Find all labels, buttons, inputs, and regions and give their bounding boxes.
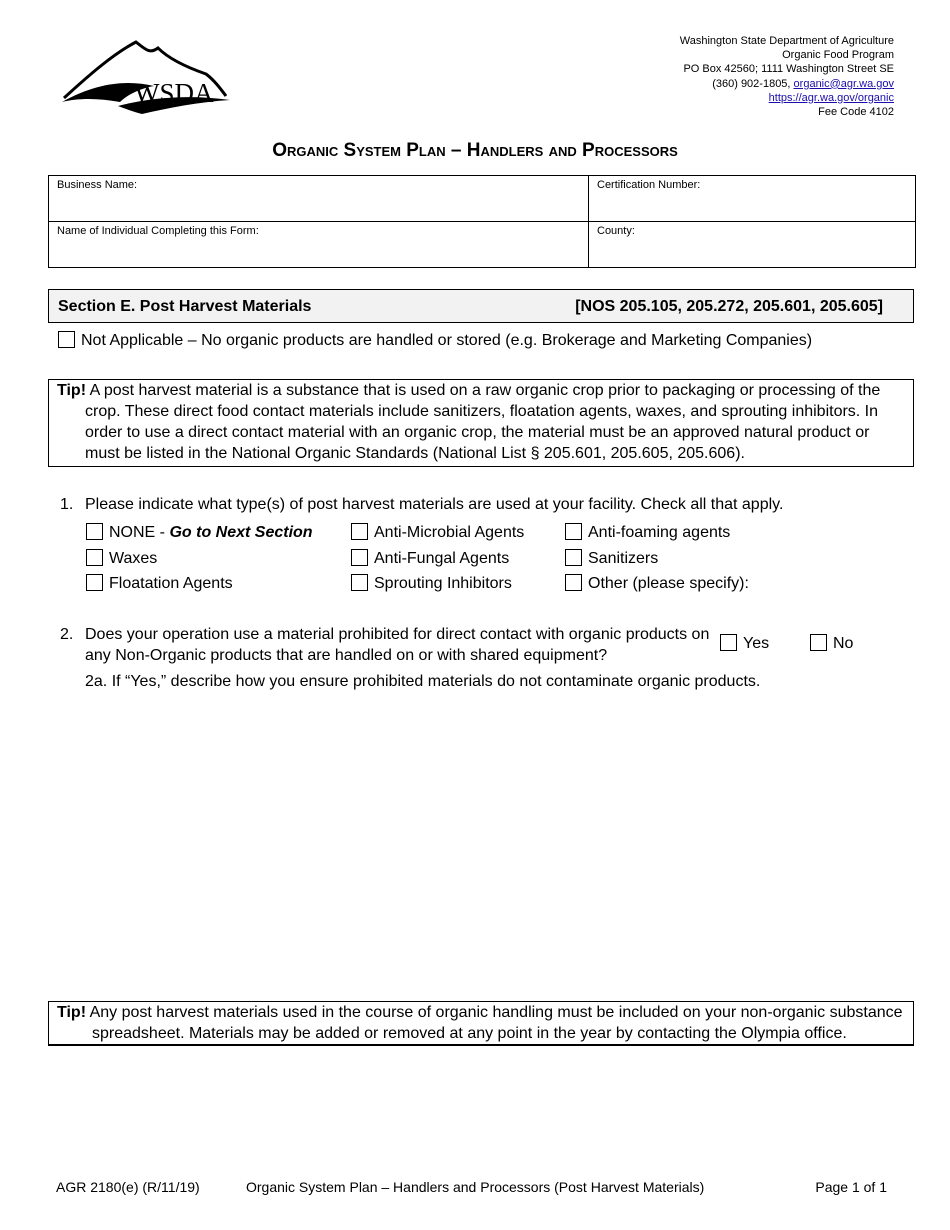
antifungal-label: Anti-Fungal Agents [374, 550, 510, 567]
section-reference: [NOS 205.105, 205.272, 205.601, 205.605] [575, 298, 883, 315]
antifoaming-label: Anti-foaming agents [588, 524, 731, 541]
option-yes [720, 634, 769, 653]
question-2a-answer-area[interactable] [84, 700, 914, 990]
yes-checkbox[interactable] [720, 634, 737, 651]
business-name-label: Business Name: [57, 179, 138, 191]
no-label: No [833, 635, 854, 652]
option-no [810, 634, 853, 653]
none-checkbox[interactable] [86, 523, 103, 540]
program-name: Organic Food Program [782, 49, 894, 62]
option-antimicrobial [351, 523, 524, 542]
page-title: Organic System Plan – Handlers and Processors [272, 140, 678, 161]
agency-phone: (360) 902-1805, [712, 77, 794, 90]
tip-box-intro [48, 379, 914, 467]
agency-name: Washington State Department of Agriculture [679, 35, 894, 47]
section-header [48, 289, 914, 323]
wsda-logo [58, 36, 234, 116]
option-waxes [86, 549, 157, 568]
section-title: Section E. Post Harvest Materials [58, 298, 312, 315]
option-sprouting [351, 574, 512, 593]
question-1-text: Please indicate what type(s) of post harvest materials are used at your facility. Check all that apply. [85, 496, 784, 513]
footer-page-number: Page 1 of 1 [815, 1179, 887, 1195]
sanitizers-checkbox[interactable] [565, 549, 582, 566]
contact-line [680, 77, 894, 91]
floatation-label: Floatation Agents [109, 575, 233, 592]
certification-number-label: Certification Number: [597, 179, 701, 191]
question-1 [60, 496, 784, 514]
other-label: Other (please specify): [588, 575, 749, 592]
agency-address: PO Box 42560; 1111 Washington Street SE [683, 63, 894, 76]
floatation-checkbox[interactable] [86, 574, 103, 591]
question-2-line1: Does your operation use a material prohibited for direct contact with organic products on [85, 626, 710, 643]
antifungal-checkbox[interactable] [351, 549, 368, 566]
sprouting-label: Sprouting Inhibitors [374, 575, 512, 592]
footer-form-title: Organic System Plan – Handlers and Processors (Post Harvest Materials) [246, 1179, 705, 1195]
individual-name-field[interactable] [49, 222, 588, 267]
business-name-field[interactable] [49, 176, 588, 221]
option-antifungal [351, 549, 509, 568]
fee-code: Fee Code 4102 [818, 106, 894, 119]
question-2-number: 2. [60, 626, 74, 643]
individual-name-label: Name of Individual Completing this Form: [57, 225, 259, 237]
option-other [565, 574, 749, 593]
option-none [86, 523, 313, 542]
waxes-checkbox[interactable] [86, 549, 103, 566]
county-field[interactable] [589, 222, 915, 267]
antifoaming-checkbox[interactable] [565, 523, 582, 540]
sprouting-checkbox[interactable] [351, 574, 368, 591]
website-link[interactable]: https://agr.wa.gov/organic [768, 91, 894, 104]
logo-text: WSDA [134, 78, 214, 108]
tip-box-spreadsheet [48, 1001, 914, 1046]
option-sanitizers [565, 549, 658, 568]
no-checkbox[interactable] [810, 634, 827, 651]
certification-number-field[interactable] [589, 176, 915, 221]
sanitizers-label: Sanitizers [588, 550, 659, 567]
antimicrobial-checkbox[interactable] [351, 523, 368, 540]
option-floatation [86, 574, 233, 593]
applicant-info-table [48, 175, 916, 268]
email-link[interactable]: organic@agr.wa.gov [793, 77, 894, 90]
tip2-text: Any post harvest materials used in the course of organic handling must be included on your non-organic substance spreadsheet. Materials may be added or removed at any point in the year by contacting the Olympia office. [86, 1004, 903, 1042]
tip2-label: Tip! [57, 1004, 87, 1021]
option-antifoaming [565, 523, 730, 542]
not-applicable-row [58, 331, 812, 350]
waxes-label: Waxes [109, 550, 158, 567]
tip-label: Tip! [57, 382, 87, 399]
question-2a: 2a. If “Yes,” describe how you ensure prohibited materials do not contaminate organic products. [85, 673, 761, 690]
agency-info [680, 34, 894, 119]
question-2 [60, 624, 710, 664]
not-applicable-label: Not Applicable – No organic products are handled or stored (e.g. Brokerage and Marketing Companies) [81, 332, 813, 349]
not-applicable-checkbox[interactable] [58, 331, 75, 348]
antimicrobial-label: Anti-Microbial Agents [374, 524, 525, 541]
yes-label: Yes [743, 635, 770, 652]
none-go-next-label: Go to Next Section [169, 524, 313, 541]
question-2-line2: any Non-Organic products that are handled on or with shared equipment? [85, 647, 608, 664]
other-checkbox[interactable] [565, 574, 582, 591]
question-1-number: 1. [60, 496, 74, 513]
none-label: NONE - [109, 524, 170, 541]
tip-text: A post harvest material is a substance that is used on a raw organic crop prior to packaging or processing of the crop. These direct food contact materials include sanitizers, floatation agents, waxes, and sprouting inhibitors. In order to use a direct contact material with an organic crop, the material must be an approved natural product or must be listed in the National Organic Standards (National List § 205.601, 205.605, 205.606). [85, 382, 881, 462]
footer-form-number: AGR 2180(e) (R/11/19) [56, 1179, 200, 1195]
county-label: County: [597, 225, 635, 237]
